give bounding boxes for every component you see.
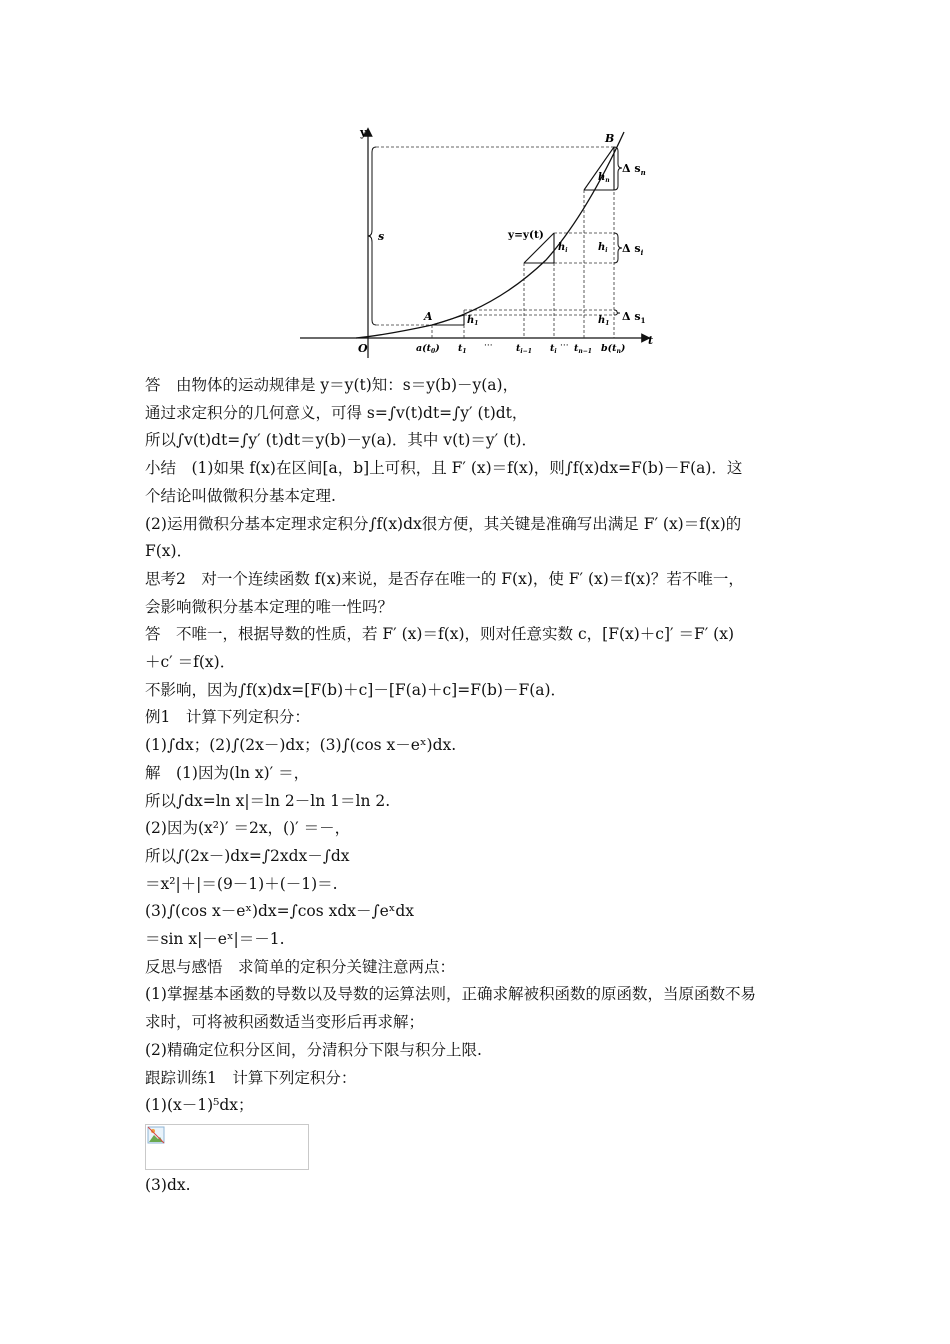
tick-tn-minus-1: $t_{n-1}$: [574, 343, 592, 355]
broken-image-icon: [147, 1126, 165, 1144]
text-line: 解 (1)因为(ln x)′ ＝，: [145, 763, 310, 782]
point-a-label: A: [424, 310, 433, 323]
text-line: 所以∫v(t)dt=∫y′ (t)dt＝y(b)－y(a)．其中 v(t)＝y′ (t)．: [145, 431, 537, 450]
motion-integral-figure: [296, 120, 666, 360]
text-line: 小结 (1)如果 f(x)在区间[a，b]上可积，且 F′ (x)＝f(x)，则∫f(x)dx=F(b)－F(a)．这: [145, 459, 743, 478]
text-line: 个结论叫做微积分基本定理.: [145, 486, 336, 505]
h-1-right-label: $h_1$: [598, 315, 610, 327]
h-1-left-label: $h_1$: [467, 315, 479, 327]
point-b-label: B: [605, 132, 615, 145]
tick-dots-2: ···: [560, 341, 569, 351]
t-axis-label: t: [648, 334, 654, 347]
text-line: (1)∫dx；(2)∫(2x－)dx；(3)∫(cos x－eˣ)dx.: [145, 736, 457, 755]
h-n-label: $h_n$: [598, 172, 610, 184]
delta-braces: [614, 147, 622, 315]
text-line: 通过求定积分的几何意义，可得 s=∫v(t)dt=∫y′ (t)dt，: [145, 403, 528, 422]
text-line: (1)掌握基本函数的导数以及导数的运算法则，正确求解被积函数的原函数，当原函数不易: [145, 985, 756, 1004]
text-line: 思考2 对一个连续函数 f(x)来说，是否存在唯一的 F(x)，使 F′ (x)＝f(x)？若不唯一，: [145, 569, 744, 588]
text-line: (1)(x－1)⁵dx；: [145, 1096, 254, 1115]
h-i-right-label: $h_i$: [598, 242, 608, 254]
broken-image-placeholder: [145, 1124, 309, 1170]
text-line: 答 不唯一，根据导数的性质，若 F′ (x)＝f(x)，则对任意实数 c，[F(x)＋c]′ ＝F′ (x): [145, 625, 734, 644]
text-line: 反思与感悟 求简单的定积分关键注意两点：: [145, 957, 456, 976]
tick-ti-minus-1: $t_{i-1}$: [516, 343, 532, 355]
text-line: ＋c′ ＝f(x)．: [145, 653, 236, 672]
y-axis-label: y: [360, 126, 367, 139]
text-line: ＝x²|＋|＝(9－1)＋(－1)＝.: [145, 874, 338, 893]
text-line: ＝sin x|－eˣ|＝－1.: [145, 930, 285, 949]
text-line: 求时，可将被积函数适当变形后再求解；: [145, 1013, 425, 1032]
text-line: (3)dx.: [145, 1175, 191, 1194]
ds-n-label: Δ $s_n$: [622, 162, 646, 177]
ds-i-label: Δ $s_i$: [622, 242, 644, 257]
h-i-left-label: $h_i$: [558, 242, 568, 254]
text-line: 例1 计算下列定积分：: [145, 708, 310, 727]
text-line: F(x)．: [145, 542, 193, 561]
origin-label: O: [358, 342, 368, 355]
text-line: (3)∫(cos x－eˣ)dx=∫cos xdx－∫eˣdx: [145, 902, 415, 921]
text-line: 不影响，因为∫f(x)dx=[F(b)＋c]－[F(a)＋c]=F(b)－F(a)．: [145, 680, 567, 699]
tick-a: $a(t_0)$: [416, 343, 440, 355]
s-brace: [368, 147, 376, 325]
document-body: [145, 372, 815, 1200]
s-label: s: [378, 230, 385, 243]
tick-t1: $t_1$: [458, 343, 467, 355]
tick-dots-1: ···: [484, 341, 493, 351]
tick-ti: $t_i$: [550, 343, 557, 355]
dashed-guides: [376, 147, 614, 338]
text-line: 跟踪训练1 计算下列定积分：: [145, 1068, 357, 1087]
text-line: 会影响微积分基本定理的唯一性吗？: [145, 597, 394, 616]
text-line: 答 由物体的运动规律是 y＝y(t)知：s＝y(b)－y(a)，: [145, 376, 519, 394]
tick-b: $b(t_n)$: [601, 343, 626, 355]
curve-label: y=y(t): [508, 229, 544, 241]
text-line: 所以∫dx=ln x|＝ln 2－ln 1＝ln 2.: [145, 791, 391, 810]
text-line: (2)因为(x²)′ ＝2x，()′ ＝－，: [145, 819, 351, 838]
text-line: (2)精确定位积分区间，分清积分下限与积分上限.: [145, 1040, 482, 1059]
text-line: 所以∫(2x－)dx=∫2xdx－∫dx: [145, 846, 350, 865]
text-line: (2)运用微积分基本定理求定积分∫f(x)dx很方便，其关键是准确写出满足 F′ (x)＝f(x)的: [145, 514, 742, 533]
ds-1-label: Δ $s_1$: [622, 310, 646, 325]
